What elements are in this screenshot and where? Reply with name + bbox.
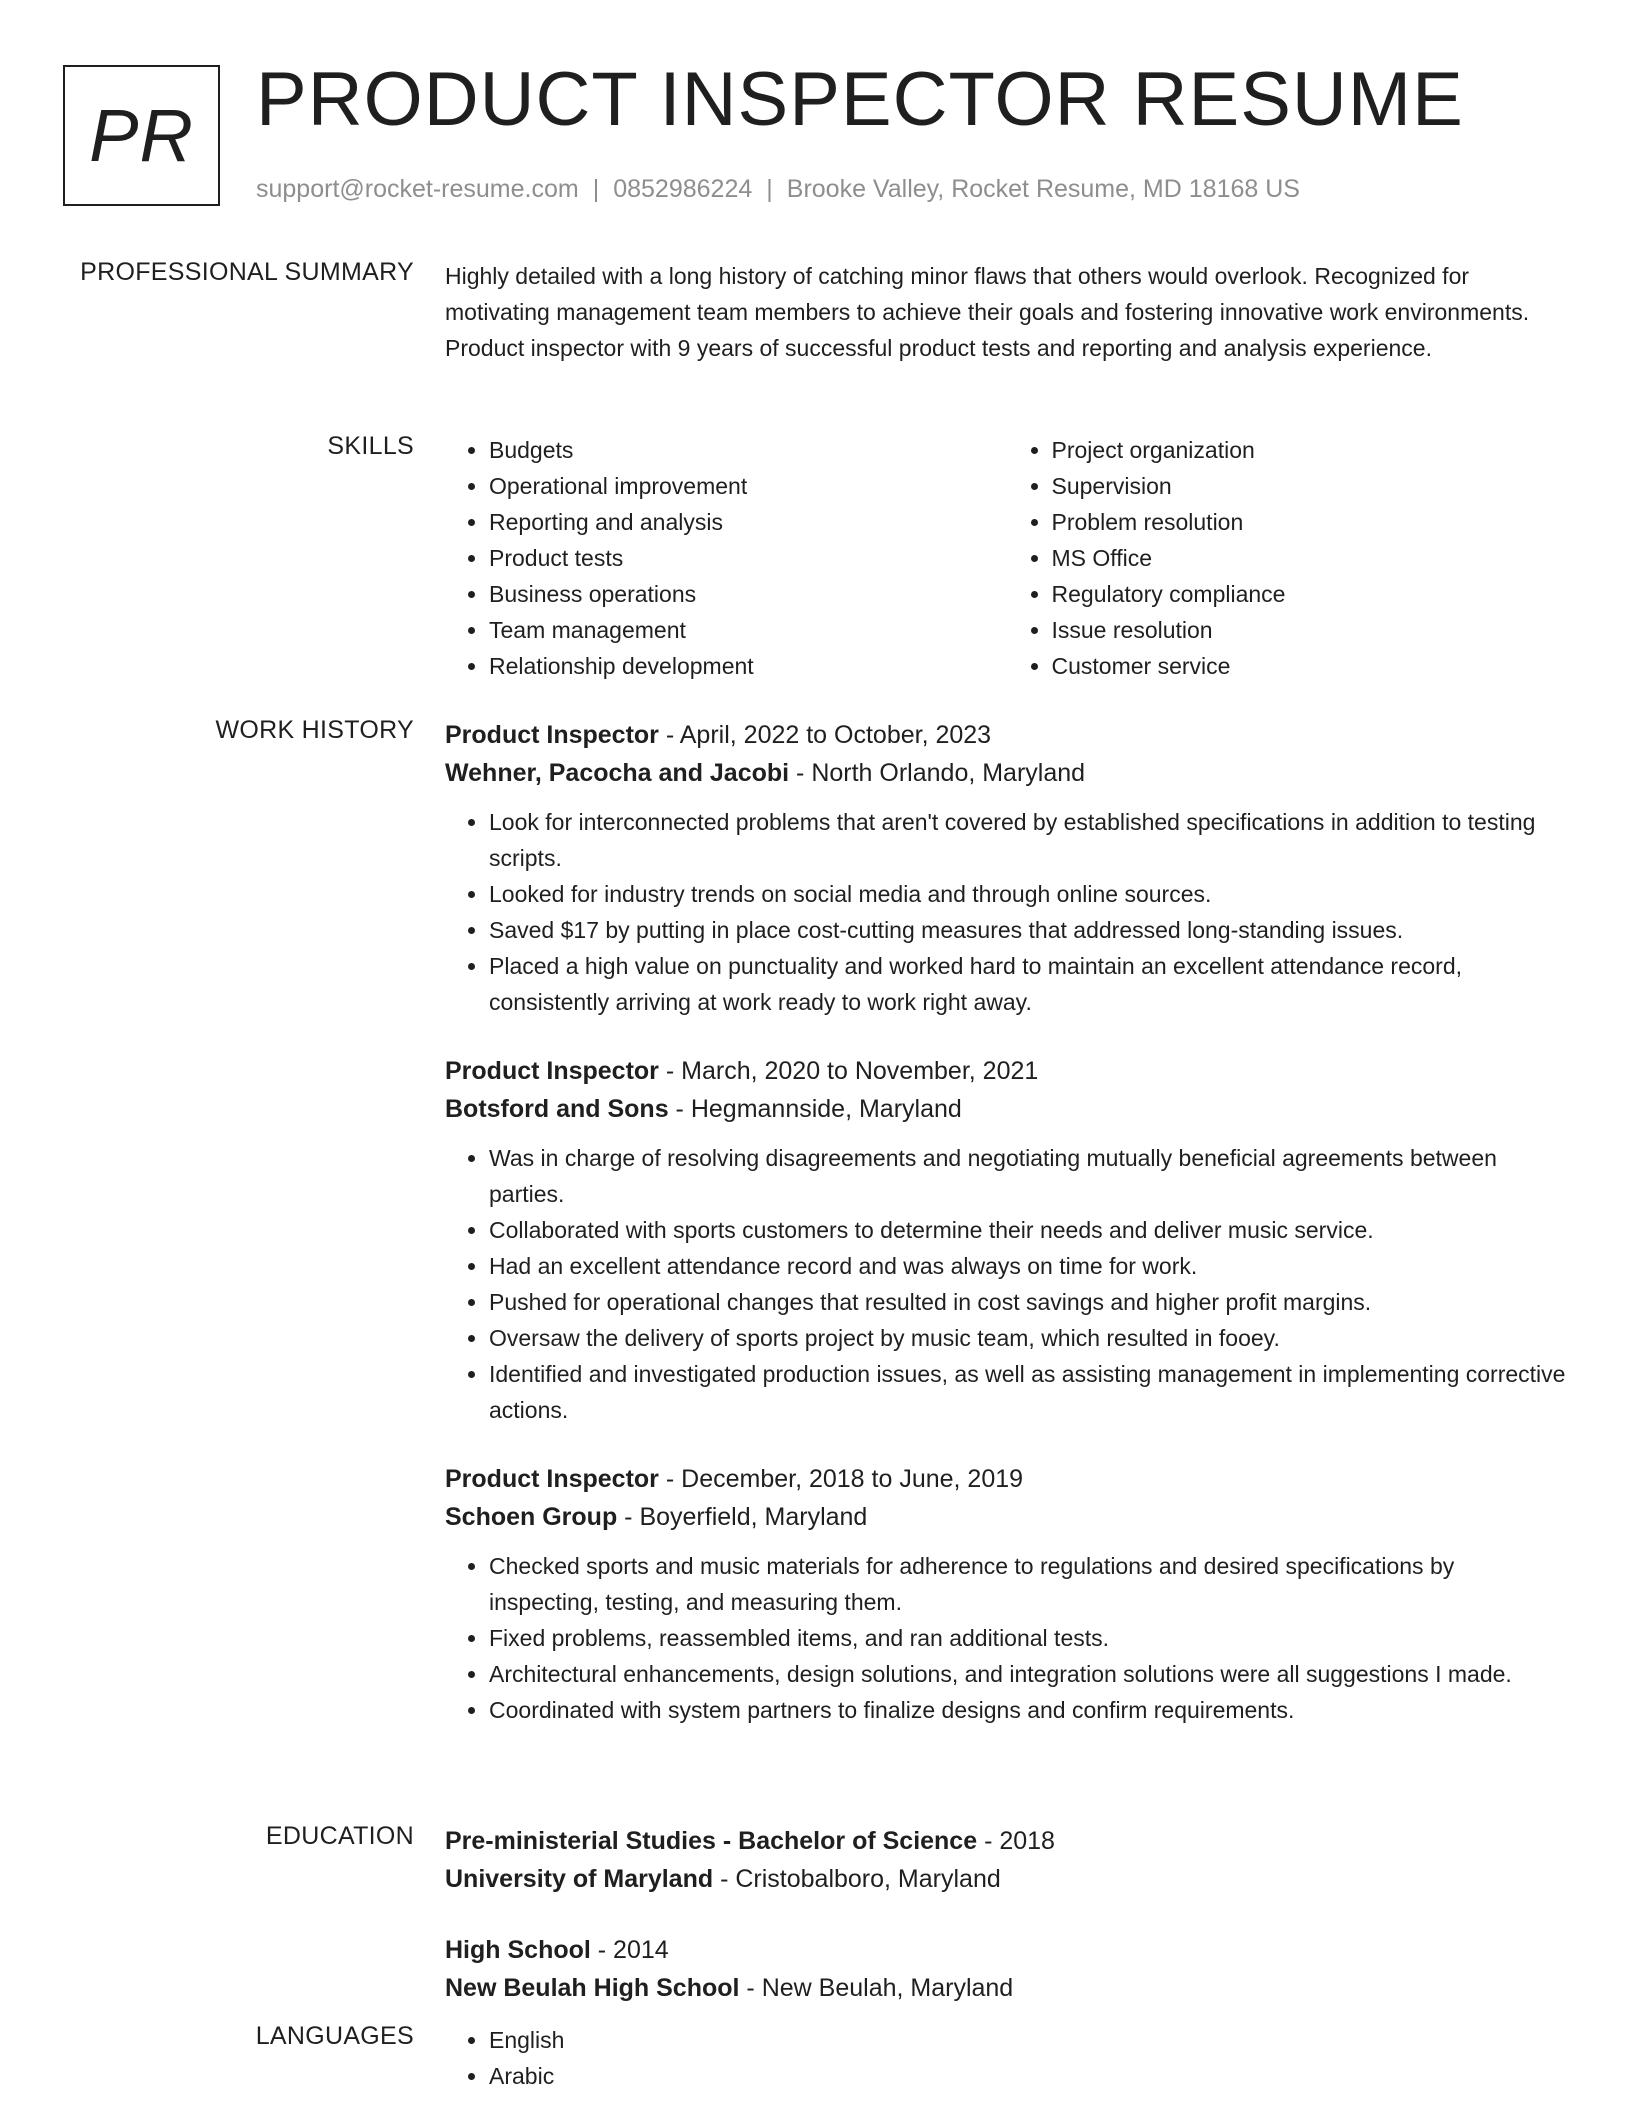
job-company: Botsford and Sons xyxy=(445,1095,669,1123)
job-bullet: • Pushed for operational changes that resulted in cost savings and higher profit margins. xyxy=(489,1284,1570,1320)
skills-list-right xyxy=(1008,432,1571,684)
job-title-line xyxy=(445,1052,1570,1090)
job-location: - Boyerfield, Maryland xyxy=(617,1503,868,1531)
skill-item: • Reporting and analysis xyxy=(489,504,1008,540)
school: New Beulah High School xyxy=(445,1974,740,2002)
job-bullet: • Checked sports and music materials for adherence to regulations and desired specifications by inspecting, testing, and measuring them. xyxy=(489,1548,1570,1620)
job-title-line xyxy=(445,716,1570,754)
job-company: Wehner, Pacocha and Jacobi xyxy=(445,759,790,787)
job-location: - Hegmannside, Maryland xyxy=(668,1095,962,1123)
job-bullet: • Identified and investigated production issues, as well as assisting management in implementing corrective actions. xyxy=(489,1356,1570,1428)
job-bullets xyxy=(445,1140,1570,1428)
job-bullets xyxy=(445,804,1570,1020)
skill-item: • Problem resolution xyxy=(1052,504,1571,540)
job-bullet: • Was in charge of resolving disagreements and negotiating mutually beneficial agreements between parties. xyxy=(489,1140,1570,1212)
job-bullet: • Look for interconnected problems that aren't covered by established specifications in addition to testing scripts. xyxy=(489,804,1570,876)
monogram-logo: PR xyxy=(63,65,220,206)
contact-email: support@rocket-resume.com xyxy=(256,175,579,203)
job-dates: - April, 2022 to October, 2023 xyxy=(658,721,992,749)
school-location: - New Beulah, Maryland xyxy=(739,1974,1014,2002)
skill-item: • Product tests xyxy=(489,540,1008,576)
contact-address: Brooke Valley, Rocket Resume, MD 18168 US xyxy=(786,175,1300,203)
degree-year: - 2014 xyxy=(590,1936,669,1964)
education-entry xyxy=(445,1822,1570,1898)
section-body xyxy=(445,716,1570,1760)
resume-title: PRODUCT INSPECTOR RESUME xyxy=(256,57,1464,142)
job-title-line xyxy=(445,1460,1570,1498)
section-label: PROFESSIONAL SUMMARY xyxy=(80,258,414,286)
job-company-line xyxy=(445,1090,1570,1128)
degree: High School xyxy=(445,1936,591,1964)
skill-item: • Regulatory compliance xyxy=(1052,576,1571,612)
school: University of Maryland xyxy=(445,1865,714,1893)
job-bullet: • Oversaw the delivery of sports project by music team, which resulted in fooey. xyxy=(489,1320,1570,1356)
skill-item: • Project organization xyxy=(1052,432,1571,468)
skill-item: • Issue resolution xyxy=(1052,612,1571,648)
skill-item: • Budgets xyxy=(489,432,1008,468)
section-label: LANGUAGES xyxy=(255,2022,414,2050)
skill-item: • MS Office xyxy=(1052,540,1571,576)
section-label: WORK HISTORY xyxy=(215,716,414,744)
job-bullet: • Looked for industry trends on social media and through online sources. xyxy=(489,876,1570,912)
degree-line xyxy=(445,1822,1570,1860)
skill-item: • Relationship development xyxy=(489,648,1008,684)
degree-year: - 2018 xyxy=(977,1827,1055,1855)
section-body xyxy=(445,258,1570,366)
job-entry xyxy=(445,1052,1570,1428)
degree: Pre-ministerial Studies - Bachelor of Science xyxy=(445,1827,978,1855)
job-title: Product Inspector xyxy=(445,721,659,749)
job-title: Product Inspector xyxy=(445,1057,659,1085)
job-bullet: • Coordinated with system partners to finalize designs and confirm requirements. xyxy=(489,1692,1570,1728)
summary-text: Highly detailed with a long history of catching minor flaws that others would overlook. Recognized for motivating management team members to achieve their goals and fostering innovative work environments. Product inspector with 9 years of successful product tests and reporting and analysis experience. xyxy=(445,263,1530,361)
job-entry xyxy=(445,1460,1570,1728)
skills-list-left xyxy=(445,432,1008,684)
skill-item: • Supervision xyxy=(1052,468,1571,504)
skill-item: • Business operations xyxy=(489,576,1008,612)
education-entry xyxy=(445,1931,1570,2007)
contact-phone: 0852986224 xyxy=(613,175,753,203)
job-company-line xyxy=(445,754,1570,792)
contact-separator: | xyxy=(766,175,773,203)
job-title: Product Inspector xyxy=(445,1465,659,1493)
job-location: - North Orlando, Maryland xyxy=(789,759,1086,787)
job-company-line xyxy=(445,1498,1570,1536)
section-body xyxy=(445,1822,1570,2040)
skill-item: • Customer service xyxy=(1052,648,1571,684)
skills-grid xyxy=(445,432,1570,684)
school-line xyxy=(445,1969,1570,2007)
job-company: Schoen Group xyxy=(445,1503,618,1531)
job-bullet: • Placed a high value on punctuality and worked hard to maintain an excellent attendance record, consistently arriving at work ready to work right away. xyxy=(489,948,1570,1020)
contact-separator: | xyxy=(592,175,600,203)
job-bullet: • Saved $17 by putting in place cost-cutting measures that addressed long-standing issues. xyxy=(489,912,1570,948)
job-bullet: • Architectural enhancements, design solutions, and integration solutions were all suggestions I made. xyxy=(489,1656,1570,1692)
job-bullet: • Had an excellent attendance record and was always on time for work. xyxy=(489,1248,1570,1284)
skill-item: • Team management xyxy=(489,612,1008,648)
job-bullets xyxy=(445,1548,1570,1728)
skill-item: • Operational improvement xyxy=(489,468,1008,504)
section-body xyxy=(445,432,1570,684)
school-location: - Cristobalboro, Maryland xyxy=(713,1865,1001,1893)
job-dates: - March, 2020 to November, 2021 xyxy=(658,1057,1039,1085)
job-bullet: • Fixed problems, reassembled items, and ran additional tests. xyxy=(489,1620,1570,1656)
language-item: • English xyxy=(489,2022,1570,2058)
job-bullet: • Collaborated with sports customers to determine their needs and deliver music service. xyxy=(489,1212,1570,1248)
section-label: EDUCATION xyxy=(265,1822,414,1850)
language-item: • Arabic xyxy=(489,2058,1570,2094)
degree-line xyxy=(445,1931,1570,1969)
contact-line xyxy=(256,175,1300,204)
job-dates: - December, 2018 to June, 2019 xyxy=(658,1465,1024,1493)
languages-list xyxy=(445,2022,1570,2094)
section-body xyxy=(445,2022,1570,2094)
job-entry xyxy=(445,716,1570,1020)
school-line xyxy=(445,1860,1570,1898)
section-label: SKILLS xyxy=(327,432,414,460)
